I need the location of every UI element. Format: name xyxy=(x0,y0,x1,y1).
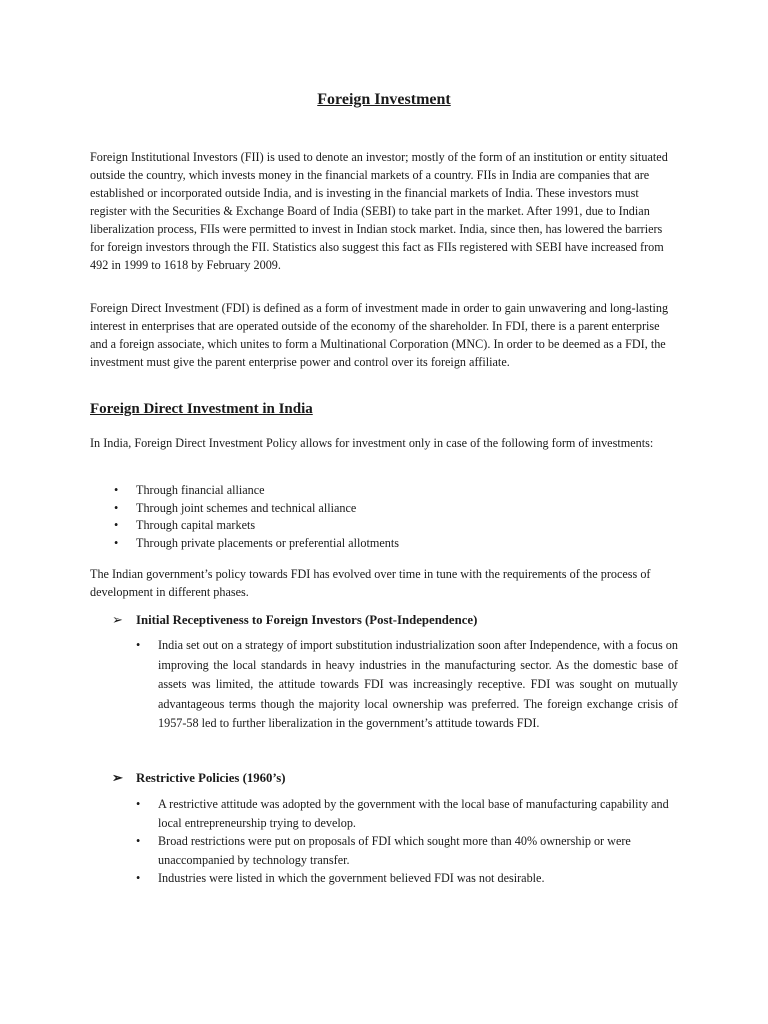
bullet-icon: • xyxy=(114,500,119,515)
bullet-icon: • xyxy=(114,535,119,550)
arrow-right-icon: ➢ xyxy=(112,771,123,785)
list-item: • Through private placements or preferential allotments xyxy=(90,535,399,553)
paragraph-evolution: The Indian government’s policy towards FDI has evolved over time in tune with the requirements of the process of development in different phases. xyxy=(90,567,651,599)
investment-forms-list xyxy=(90,482,399,552)
bullet-icon: • xyxy=(114,483,119,497)
bullet-icon: • xyxy=(136,834,141,848)
phase1-points xyxy=(136,636,678,734)
list-item: • India set out on a strategy of import substitution industrialization soon after Independence, with a focus on improving the local standards in heavy industries in the manufacturing sector. As the domestic base of assets was limited, the attitude towards FDI was increasingly receptive. FDI was sought on mutually advantageous terms though the majority local ownership was preferred. The foreign exchange crisis of 1957-58 led to further liberalization in the government’s attitude towards FDI. xyxy=(136,638,678,730)
phase2-points xyxy=(136,795,678,888)
document-title: Foreign Investment xyxy=(317,91,451,108)
bullet-icon: • xyxy=(114,518,119,532)
paragraph-fii: Foreign Institutional Investors (FII) is used to denote an investor; mostly of the form of an institution or entity situated outside the country, which invests money in the financial markets of a country. FIIs in India are companies that are established or incorporated outside India, and is investing in the financial markets of India. These investors must register with the Securities & Exchange Board of India (SEBI) to take part in the market. After 1991, due to Indian liberalization process, FIIs were permitted to invest in Indian stock market. India, since then, has lowered the barriers for foreign investors through the FII. Statistics also suggest this fact as FIIs registered with SEBI have increased from 492 in 1999 to 1618 by February 2009. xyxy=(90,150,668,272)
list-item: • Industries were listed in which the government believed FDI was not desirable. xyxy=(136,869,678,888)
bullet-icon: • xyxy=(136,871,141,885)
arrow-right-icon: ➢ xyxy=(112,613,123,627)
list-item: • Through capital markets xyxy=(90,517,399,535)
list-item: • Broad restrictions were put on proposals of FDI which sought more than 40% ownership or were unaccompanied by technology transfer. xyxy=(136,834,631,867)
paragraph-fdi: Foreign Direct Investment (FDI) is defined as a form of investment made in order to gain unwavering and long-lasting interest in enterprises that are operated outside of the economy of the shareholder. In FDI, there is a parent enterprise and a foreign associate, which unites to form a Multinational Corporation (MNC). In order to be deemed as a FDI, the investment must give the parent enterprise power and control over its foreign affiliate. xyxy=(90,301,669,369)
section-heading-fdi-india: Foreign Direct Investment in India xyxy=(90,401,313,417)
list-item: • Through joint schemes and technical alliance xyxy=(90,500,399,518)
list-item: • A restrictive attitude was adopted by the government with the local base of manufacturing capability and local entrepreneurship trying to develop. xyxy=(136,797,669,830)
list-item: • Through financial alliance xyxy=(90,482,399,500)
phase2-heading: ➢ Restrictive Policies (1960’s) xyxy=(112,771,286,785)
bullet-icon: • xyxy=(136,638,141,652)
bullet-icon: • xyxy=(136,797,141,811)
paragraph-policy: In India, Foreign Direct Investment Policy allows for investment only in case of the following form of investments: xyxy=(90,436,654,450)
phase1-heading: ➢ Initial Receptiveness to Foreign Investors (Post-Independence) xyxy=(112,613,478,627)
